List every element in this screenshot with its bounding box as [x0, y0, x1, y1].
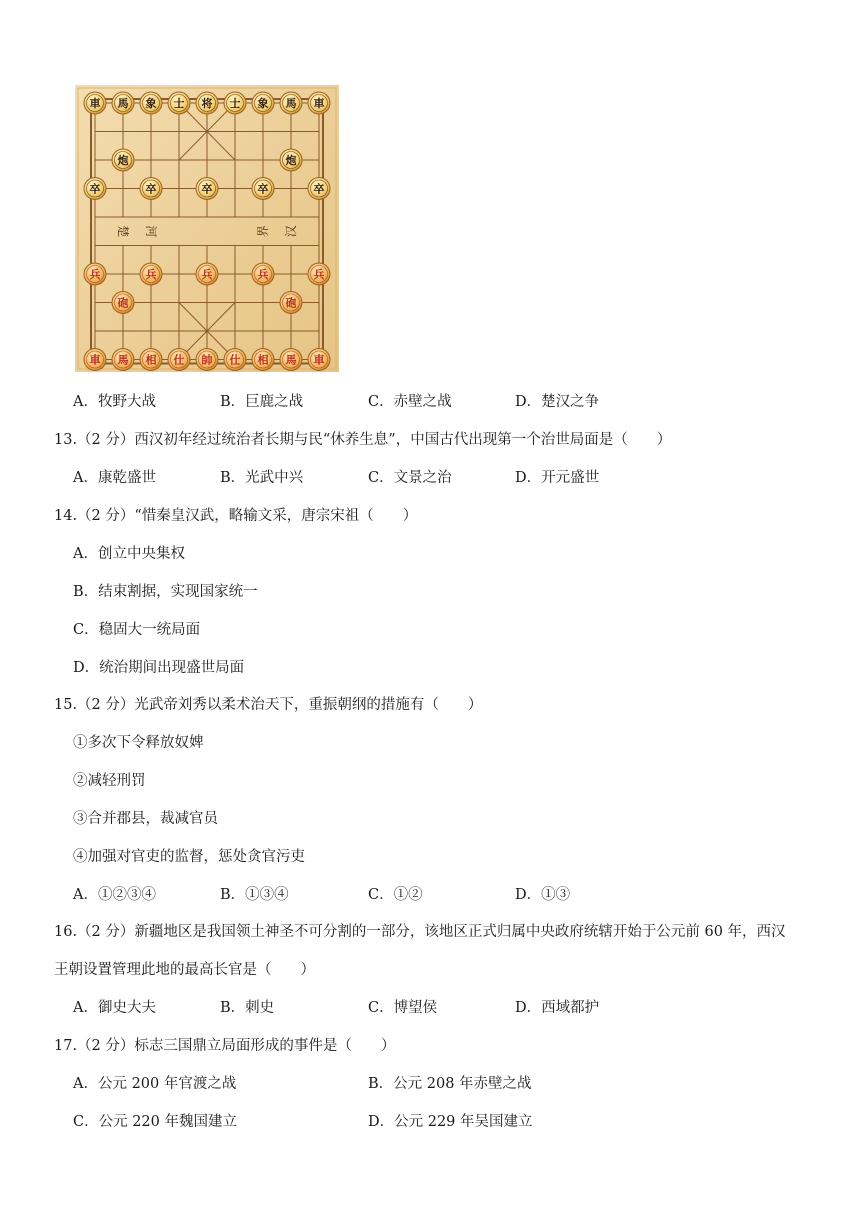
q15-item-1: ①多次下令释放奴婢: [73, 735, 204, 751]
q16-option-d[interactable]: D．西域都护: [515, 1000, 600, 1016]
black-soldier-1: [140, 178, 162, 200]
black-soldier-4: [308, 178, 330, 200]
q16-stem-line1: 16.（2 分）新疆地区是我国领土神圣不可分割的一部分，该地区正式归属中央政府统辖开始于公元前 60 年，西汉: [54, 924, 786, 940]
q13-option-b[interactable]: B．光武中兴: [220, 470, 304, 486]
q12-option-d[interactable]: D．楚汉之争: [515, 394, 600, 410]
red-piece-bottom-4: [196, 349, 218, 371]
svg-text:車: 車: [89, 353, 101, 367]
river-left-char-1: 河: [144, 225, 158, 238]
svg-text:象: 象: [145, 97, 157, 110]
svg-text:仕: 仕: [229, 353, 241, 367]
q12-option-b[interactable]: B．巨鹿之战: [220, 394, 304, 410]
river-right-char-0: 汉: [284, 225, 298, 238]
red-piece-bottom-5: [224, 349, 246, 371]
q14-option-b[interactable]: B．结束割据，实现国家统一: [73, 584, 258, 600]
red-piece-bottom-6: [252, 349, 274, 371]
red-cannon-left: [112, 292, 134, 314]
q12-option-c[interactable]: C．赤壁之战: [368, 394, 452, 410]
black-soldier-2: [196, 178, 218, 200]
svg-text:帥: 帥: [201, 353, 213, 367]
q14-option-c[interactable]: C．稳固大一统局面: [73, 622, 201, 638]
black-piece-top-2: [140, 92, 162, 114]
q15-stem: 15.（2 分）光武帝刘秀以柔术治天下，重振朝纲的措施有（ ）: [54, 697, 483, 713]
svg-text:砲: 砲: [117, 296, 129, 310]
svg-text:相: 相: [145, 353, 157, 367]
red-piece-bottom-7: [280, 349, 302, 371]
svg-text:馬: 馬: [285, 97, 297, 110]
q17-option-b[interactable]: B．公元 208 年赤壁之战: [368, 1076, 532, 1092]
q15-option-c[interactable]: C．①②: [368, 887, 423, 903]
q15-option-d[interactable]: D．①③: [515, 887, 571, 903]
svg-text:将: 将: [201, 97, 213, 110]
black-cannon-left: [112, 149, 134, 171]
svg-text:兵: 兵: [201, 268, 213, 281]
svg-text:炮: 炮: [117, 154, 129, 167]
q16-option-b[interactable]: B．刺史: [220, 1000, 275, 1016]
svg-text:象: 象: [257, 97, 269, 110]
q15-item-4: ④加强对官吏的监督，惩处贪官污吏: [73, 849, 305, 865]
q13-stem: 13.（2 分）西汉初年经过统治者长期与民“休养生息”，中国古代出现第一个治世局面是（ ）: [54, 432, 672, 448]
svg-text:兵: 兵: [313, 268, 325, 281]
red-piece-bottom-1: [112, 349, 134, 371]
q16-option-c[interactable]: C．博望侯: [368, 1000, 438, 1016]
svg-text:砲: 砲: [285, 296, 297, 310]
q15-item-3: ③合并郡县，裁减官员: [73, 811, 218, 827]
svg-text:兵: 兵: [257, 268, 269, 281]
q13-option-a[interactable]: A．康乾盛世: [73, 470, 156, 486]
svg-text:仕: 仕: [173, 353, 185, 367]
q17-option-c[interactable]: C．公元 220 年魏国建立: [73, 1114, 237, 1130]
svg-text:兵: 兵: [89, 268, 101, 281]
svg-text:相: 相: [257, 353, 269, 367]
svg-text:炮: 炮: [285, 154, 297, 167]
red-piece-bottom-0: [84, 349, 106, 371]
black-cannon-right: [280, 149, 302, 171]
q16-option-a[interactable]: A．御史大夫: [73, 1000, 156, 1016]
q12-option-a[interactable]: A．牧野大战: [73, 394, 156, 410]
svg-text:馬: 馬: [117, 353, 129, 367]
svg-text:卒: 卒: [313, 182, 325, 196]
red-soldier-2: [196, 263, 218, 285]
svg-text:卒: 卒: [145, 182, 157, 196]
black-soldier-0: [84, 178, 106, 200]
black-piece-top-7: [280, 92, 302, 114]
red-piece-bottom-3: [168, 349, 190, 371]
black-piece-top-8: [308, 92, 330, 114]
q14-stem: 14.（2 分）“惜秦皇汉武，略输文采，唐宗宋祖（ ）: [54, 508, 418, 524]
red-piece-bottom-8: [308, 349, 330, 371]
red-soldier-1: [140, 263, 162, 285]
svg-text:馬: 馬: [117, 97, 129, 110]
black-piece-top-1: [112, 92, 134, 114]
svg-text:士: 士: [173, 97, 185, 110]
xiangqi-board-image: [75, 85, 339, 372]
red-soldier-4: [308, 263, 330, 285]
q14-option-d[interactable]: D．统治期间出现盛世局面: [73, 660, 245, 676]
red-cannon-right: [280, 292, 302, 314]
q17-option-d[interactable]: D．公元 229 年吴国建立: [368, 1114, 533, 1130]
svg-text:車: 車: [89, 97, 101, 110]
svg-text:卒: 卒: [257, 182, 269, 196]
svg-text:士: 士: [229, 97, 241, 110]
q14-option-a[interactable]: A．创立中央集权: [73, 546, 185, 562]
river-left-char-0: 楚: [116, 225, 130, 238]
svg-text:卒: 卒: [89, 182, 101, 196]
red-soldier-0: [84, 263, 106, 285]
q16-stem-line2: 王朝设置管理此地的最高长官是（ ）: [54, 962, 315, 978]
black-piece-top-5: [224, 92, 246, 114]
svg-text:車: 車: [313, 353, 325, 367]
q17-stem: 17.（2 分）标志三国鼎立局面形成的事件是（ ）: [54, 1038, 396, 1054]
q17-option-a[interactable]: A．公元 200 年官渡之战: [73, 1076, 237, 1092]
red-piece-bottom-2: [140, 349, 162, 371]
q13-option-c[interactable]: C．文景之治: [368, 470, 452, 486]
q15-option-b[interactable]: B．①③④: [220, 887, 289, 903]
black-piece-top-3: [168, 92, 190, 114]
red-soldier-3: [252, 263, 274, 285]
q15-option-a[interactable]: A．①②③④: [73, 887, 156, 903]
black-piece-top-6: [252, 92, 274, 114]
black-soldier-3: [252, 178, 274, 200]
svg-text:馬: 馬: [285, 353, 297, 367]
black-piece-top-4: [196, 92, 218, 114]
black-piece-top-0: [84, 92, 106, 114]
svg-text:卒: 卒: [201, 182, 213, 196]
q13-option-d[interactable]: D．开元盛世: [515, 470, 600, 486]
q15-item-2: ②减轻刑罚: [73, 773, 146, 789]
river-right-char-1: 界: [256, 225, 270, 238]
svg-text:車: 車: [313, 97, 325, 110]
svg-text:兵: 兵: [145, 268, 157, 281]
